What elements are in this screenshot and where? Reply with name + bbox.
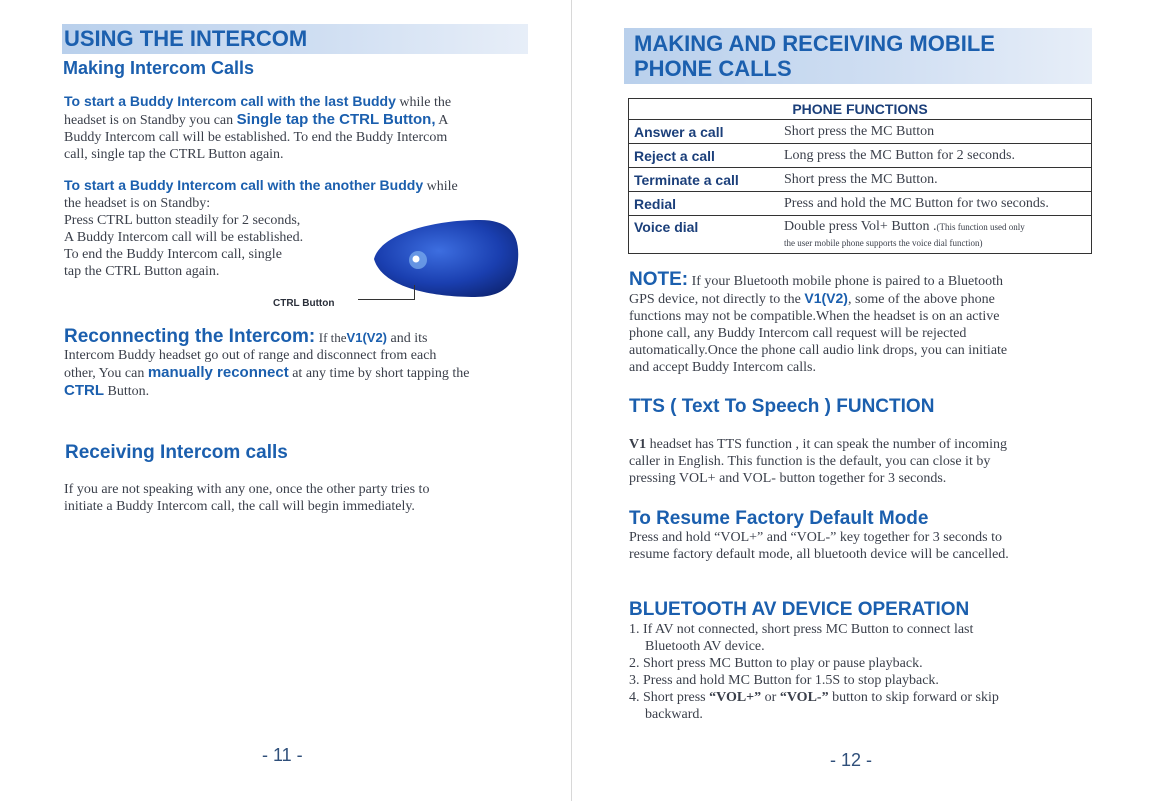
text: while	[426, 179, 458, 194]
text: caller in English. This function is the default, you can close it by	[629, 454, 991, 469]
text: Button.	[104, 384, 150, 399]
desc-cell: Short press the MC Button.	[779, 168, 1092, 192]
list-item-continuation: Bluetooth AV device.	[645, 639, 765, 654]
text: call, single tap the CTRL Button again.	[64, 147, 284, 162]
ctrl-leader-line-vertical	[414, 285, 415, 300]
text: Intercom Buddy headset go out of range and disconnect from each	[64, 348, 437, 363]
text: at any time by short tapping the	[292, 366, 470, 381]
text: while the	[399, 95, 452, 110]
text: pressing VOL+ and VOL- button together for 3 seconds.	[629, 471, 947, 486]
banner-title: USING THE INTERCOM	[64, 26, 308, 51]
ctrl-emphasis: CTRL	[64, 382, 104, 399]
tts-title: TTS ( Text To Speech ) FUNCTION	[629, 396, 935, 417]
text: GPS device, not directly to the	[629, 292, 801, 307]
receiving-title: Receiving Intercom calls	[65, 442, 288, 463]
text: If your Bluetooth mobile phone is paired to a Bluetooth	[688, 274, 1004, 289]
text: the headset is on Standby:	[64, 196, 211, 211]
list-item	[629, 689, 1134, 706]
list-item: 2. Short press MC Button to play or pause playback.	[629, 656, 923, 671]
note-paragraph	[629, 271, 1134, 376]
text: If the	[318, 330, 347, 345]
action-cell: Voice dial	[629, 216, 780, 254]
text: A	[438, 113, 449, 128]
text: If you are not speaking with any one, once the other party tries to	[64, 482, 430, 497]
desc-cell: Press and hold the MC Button for two seconds.	[779, 192, 1092, 216]
making-intercom-title: Making Intercom Calls	[63, 58, 255, 78]
text: button to skip forward or skip	[828, 690, 999, 705]
action-cell: Terminate a call	[629, 168, 780, 192]
table-row	[629, 144, 1092, 168]
section-banner-phone	[624, 28, 1092, 84]
right-page	[572, 0, 1150, 801]
desc-cell	[779, 216, 1092, 254]
list-item: 1. If AV not connected, short press MC Button to connect last	[629, 622, 974, 637]
action-cell: Answer a call	[629, 120, 780, 144]
list-item: 3. Press and hold MC Button for 1.5S to stop playback.	[629, 673, 939, 688]
single-tap-instruction: Single tap the CTRL Button,	[236, 111, 436, 128]
paragraph-receiving	[64, 481, 544, 515]
banner-title-line1: MAKING AND RECEIVING MOBILE	[634, 31, 995, 56]
bluetooth-av-title: BLUETOOTH AV DEVICE OPERATION	[629, 599, 970, 620]
model-name: V1	[629, 437, 647, 452]
table-header: PHONE FUNCTIONS	[629, 99, 1092, 120]
reconnecting-title: Reconnecting the Intercom:	[64, 326, 316, 347]
text: Press and hold “VOL+” and “VOL-” key together for 3 seconds to	[629, 530, 1002, 545]
resume-title: To Resume Factory Default Mode	[629, 508, 929, 529]
voice-dial-note: (This function used only	[936, 222, 1025, 232]
ctrl-leader-line	[358, 299, 415, 300]
table-row	[629, 192, 1092, 216]
text: A Buddy Intercom call will be established.	[64, 230, 304, 245]
ctrl-button-label: CTRL Button	[273, 298, 335, 309]
device-body	[374, 220, 518, 297]
action-cell: Reject a call	[629, 144, 780, 168]
left-page	[0, 0, 572, 801]
lead-last-buddy: To start a Buddy Intercom call with the last Buddy	[64, 93, 396, 109]
paragraph-reconnecting	[64, 328, 544, 400]
text: automatically.Once the phone call audio link drops, you can initiate	[629, 343, 1008, 358]
model-name: V1(V2)	[804, 290, 848, 306]
list-item-continuation: backward.	[645, 707, 703, 722]
text: Press CTRL button steadily for 2 seconds,	[64, 213, 301, 228]
text: functions may not be compatible.When the headset is on an active	[629, 309, 1000, 324]
phone-functions-table	[628, 98, 1092, 254]
note-label: NOTE:	[629, 269, 689, 290]
tts-paragraph	[629, 436, 1134, 487]
table-row	[629, 216, 1092, 254]
text: resume factory default mode, all bluetooth device will be cancelled.	[629, 547, 1009, 562]
voice-dial-desc: Double press Vol+ Button .	[784, 219, 937, 234]
text: phone call, any Buddy Intercom call request will be rejected	[629, 326, 967, 341]
desc-cell: Long press the MC Button for 2 seconds.	[779, 144, 1092, 168]
bluetooth-av-list	[629, 621, 1134, 723]
voice-dial-note-line2: the user mobile phone supports the voice dial function)	[784, 238, 983, 248]
text: headset is on Standby you can	[64, 113, 234, 128]
desc-cell: Short press the MC Button	[779, 120, 1092, 144]
text: 4. Short press	[629, 690, 710, 705]
paragraph-last-buddy	[64, 93, 534, 163]
text: tap the CTRL Button again.	[64, 264, 220, 279]
text: or	[761, 690, 780, 705]
text: and its	[390, 331, 428, 346]
model-name: V1(V2)	[346, 330, 388, 345]
section-banner-intercom	[62, 24, 528, 54]
intercom-device-illustration	[370, 215, 520, 310]
lead-another-buddy: To start a Buddy Intercom call with the another Buddy	[64, 177, 424, 193]
action-cell: Redial	[629, 192, 780, 216]
banner-title-line2: PHONE CALLS	[634, 56, 792, 81]
vol-minus-label: “VOL-”	[779, 690, 829, 705]
manually-reconnect-emphasis: manually reconnect	[147, 364, 289, 381]
ctrl-button-highlight	[413, 256, 420, 263]
text: initiate a Buddy Intercom call, the call will begin immediately.	[64, 499, 415, 514]
table-row	[629, 120, 1092, 144]
text: and accept Buddy Intercom calls.	[629, 360, 816, 375]
text: Buddy Intercom call will be established. To end the Buddy Intercom	[64, 130, 448, 145]
text: To end the Buddy Intercom call, single	[64, 247, 282, 262]
table-row	[629, 168, 1092, 192]
text: other, You can	[64, 366, 145, 381]
text: , some of the above phone	[847, 292, 995, 307]
text: headset has TTS function , it can speak the number of incoming	[646, 437, 1008, 452]
resume-paragraph	[629, 529, 1134, 563]
vol-plus-label: “VOL+”	[709, 690, 762, 705]
page-number-11: - 11 -	[262, 745, 303, 765]
page-number-12: - 12 -	[830, 750, 873, 770]
